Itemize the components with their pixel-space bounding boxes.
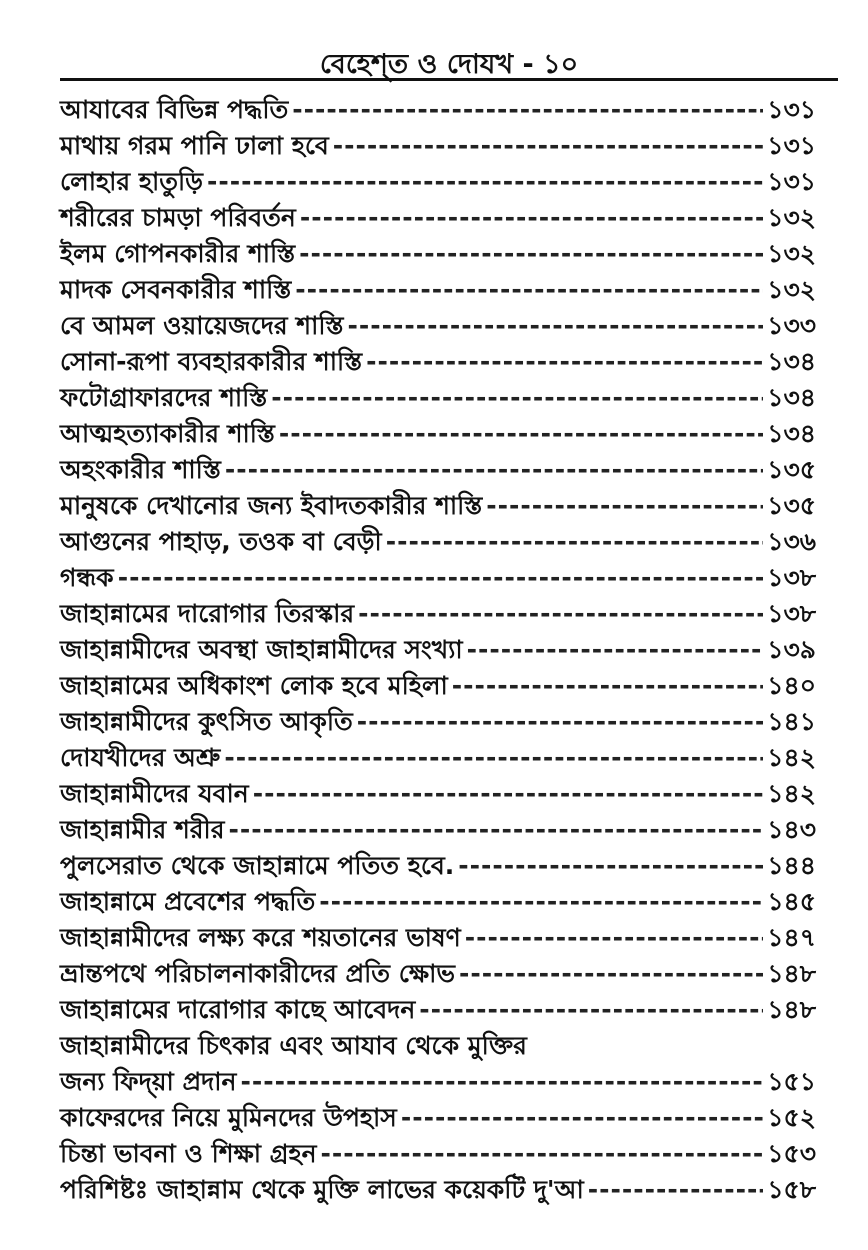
toc-entry bbox=[60, 128, 816, 164]
toc-entry-title: জাহান্নামীদের কুৎসিত আকৃতি bbox=[60, 707, 353, 736]
toc-entry-page: ১৩৪ bbox=[767, 383, 816, 412]
toc-entry bbox=[60, 524, 816, 560]
toc-entry-title: পুলসেরাত থেকে জাহান্নামে পতিত হবে. bbox=[60, 851, 455, 880]
toc-entry-title: জাহান্নামীদের অবস্থা জাহান্নামীদের সংখ্যা bbox=[60, 635, 463, 664]
toc-entry-page: ১৪২ bbox=[767, 779, 816, 808]
toc-entry-title: ইলম গোপনকারীর শাস্তি bbox=[60, 239, 296, 268]
toc-entry-page: ১৫২ bbox=[767, 1103, 816, 1132]
toc-leader bbox=[386, 524, 764, 560]
toc-entry-page: ১৩৩ bbox=[767, 311, 816, 340]
toc-leader bbox=[299, 236, 763, 272]
toc-entry-page: ১৪৪ bbox=[767, 851, 816, 880]
toc-entry bbox=[60, 1064, 816, 1100]
toc-entry-title: চিন্তা ভাবনা ও শিক্ষা গ্রহন bbox=[60, 1139, 317, 1168]
toc-entry-title: আগুনের পাহাড়, তওক বা বেড়ী bbox=[60, 527, 382, 556]
toc-entry-title: পরিশিষ্টঃ জাহান্নাম থেকে মুক্তি লাভের কয়েকটি দু'আ bbox=[60, 1175, 584, 1204]
toc-entry-title: জন্য ফিদ্‌য়া প্রদান bbox=[60, 1067, 237, 1096]
toc-entry bbox=[60, 272, 816, 308]
toc-entry-page: ১৪৩ bbox=[767, 815, 816, 844]
toc-entry-page: ১৩৮ bbox=[767, 599, 816, 628]
toc-entry-title: আত্মহত্যাকারীর শাস্তি bbox=[60, 419, 275, 448]
toc-entry-page: ১৩১ bbox=[767, 95, 816, 124]
toc-entry bbox=[60, 488, 816, 524]
toc-entry bbox=[60, 452, 816, 488]
toc-leader bbox=[207, 164, 763, 200]
toc-entry bbox=[60, 812, 816, 848]
toc-entry-title: শরীরের চামড়া পরিবর্তন bbox=[60, 203, 296, 232]
toc-entry-title: আযাবের বিভিন্ন পদ্ধতি bbox=[60, 95, 289, 124]
toc-entry-title: ভ্রান্তপথে পরিচালনাকারীদের প্রতি ক্ষোভ bbox=[60, 959, 455, 988]
toc-leader bbox=[228, 812, 763, 848]
toc-entry bbox=[60, 1100, 816, 1136]
toc-entry bbox=[60, 560, 816, 596]
toc-entry-title: বে আমল ওয়ায়েজদের শাস্তি bbox=[60, 311, 344, 340]
toc-leader bbox=[292, 92, 763, 128]
toc-entry bbox=[60, 236, 816, 272]
toc-leader bbox=[486, 488, 763, 524]
toc-leader bbox=[253, 776, 764, 812]
toc-entry bbox=[60, 704, 816, 740]
toc-entry-page: ১৫৩ bbox=[767, 1139, 816, 1168]
toc-leader bbox=[271, 380, 763, 416]
toc-entry bbox=[60, 920, 816, 956]
toc-entry bbox=[60, 956, 816, 992]
toc-entry-title: জাহান্নামের অধিকাংশ লোক হবে মহিলা bbox=[60, 671, 448, 700]
toc-entry-page: ১৪১ bbox=[767, 707, 816, 736]
toc-leader bbox=[467, 632, 764, 668]
toc-entry-page: ১৩৫ bbox=[767, 455, 816, 484]
toc-leader bbox=[459, 956, 763, 992]
toc-leader bbox=[118, 560, 764, 596]
toc-entry-page: ১৪৮ bbox=[767, 959, 816, 988]
toc-entry-title: জাহান্নামীদের যবান bbox=[60, 779, 249, 808]
toc-leader bbox=[588, 1172, 764, 1208]
toc-entry-page: ১৩৫ bbox=[767, 491, 816, 520]
toc-entry bbox=[60, 992, 816, 1028]
toc-leader bbox=[347, 308, 763, 344]
toc-entry-title: লোহার হাতুড়ি bbox=[60, 167, 204, 196]
toc-entry bbox=[60, 200, 816, 236]
toc-entry bbox=[60, 1136, 816, 1172]
toc-entry bbox=[60, 740, 816, 776]
toc-entry-page: ১৩১ bbox=[767, 167, 816, 196]
toc-leader bbox=[224, 740, 763, 776]
toc-entry-page: ১৩১ bbox=[767, 131, 816, 160]
toc-entry-title: মাদক সেবনকারীর শাস্তি bbox=[60, 275, 292, 304]
toc-entry-title: কাফেরদের নিয়ে মুমিনদের উপহাস bbox=[60, 1103, 397, 1132]
running-header: বেহেশ্‌ত ও দোযখ - ১০ bbox=[319, 49, 579, 80]
toc-entry-title: অহংকারীর শাস্তি bbox=[60, 455, 221, 484]
toc-entry-title: সোনা-রূপা ব্যবহারকারীর শাস্তি bbox=[60, 347, 363, 376]
toc-entry-page: ১৩৮ bbox=[767, 563, 816, 592]
toc-entry-page: ১৩৪ bbox=[767, 419, 816, 448]
toc-entry-title: জাহান্নামীদের চিৎকার এবং আযাব থেকে মুক্তির bbox=[60, 1031, 527, 1060]
toc-entry bbox=[60, 776, 816, 812]
toc-entry bbox=[60, 632, 816, 668]
toc-leader bbox=[357, 704, 764, 740]
toc-entry bbox=[60, 344, 816, 380]
toc-entry bbox=[60, 596, 816, 632]
toc-leader bbox=[465, 920, 764, 956]
toc-entry-page: ১৩২ bbox=[767, 203, 816, 232]
toc-entry-page: ১৩৬ bbox=[767, 527, 816, 556]
header-rule bbox=[60, 78, 838, 81]
toc-entry bbox=[60, 416, 816, 452]
toc-entry-title: জাহান্নামে প্রবেশের পদ্ধতি bbox=[60, 887, 316, 916]
toc-leader bbox=[319, 884, 763, 920]
toc-leader bbox=[458, 848, 763, 884]
toc-entry-title: দোযখীদের অশ্রু bbox=[60, 743, 221, 772]
toc-leader bbox=[452, 668, 764, 704]
toc-entry-title: জাহান্নামের দারোগার তিরস্কার bbox=[60, 599, 355, 628]
toc-entry bbox=[60, 308, 816, 344]
toc-entry-title: মাথায় গরম পানি ঢালা হবে bbox=[60, 131, 329, 160]
toc-entry-page: ১৪৮ bbox=[767, 995, 816, 1024]
toc-leader bbox=[295, 272, 763, 308]
toc-entry-title: মানুষকে দেখানোর জন্য ইবাদতকারীর শাস্তি bbox=[60, 491, 483, 520]
toc-entry-title: জাহান্নামীদের লক্ষ্য করে শয়তানের ভাষণ bbox=[60, 923, 461, 952]
toc-leader bbox=[333, 128, 764, 164]
toc-entry-page: ১৪২ bbox=[767, 743, 816, 772]
toc-entry-title: ফটোগ্রাফারদের শাস্তি bbox=[60, 383, 268, 412]
toc-leader bbox=[300, 200, 763, 236]
toc-entry-title: জাহান্নামের দারোগার কাছে আবেদন bbox=[60, 995, 416, 1024]
toc-leader bbox=[401, 1100, 763, 1136]
toc-leader bbox=[279, 416, 763, 452]
toc-entry-page: ১৩২ bbox=[767, 275, 816, 304]
toc-entry-title: গন্ধক bbox=[60, 563, 114, 592]
toc-entry bbox=[60, 1028, 816, 1064]
toc-entry bbox=[60, 380, 816, 416]
toc-entry-page: ১৪০ bbox=[767, 671, 816, 700]
toc-entry bbox=[60, 668, 816, 704]
toc-entry bbox=[60, 92, 816, 128]
toc-entry bbox=[60, 1172, 816, 1208]
toc-entry bbox=[60, 848, 816, 884]
toc-leader bbox=[358, 596, 763, 632]
toc-leader bbox=[225, 452, 763, 488]
toc-entry-page: ১৩২ bbox=[767, 239, 816, 268]
toc-entry-page: ১৫৮ bbox=[767, 1175, 816, 1204]
toc-entry-title: জাহান্নামীর শরীর bbox=[60, 815, 225, 844]
table-of-contents bbox=[60, 92, 816, 1208]
toc-leader bbox=[321, 1136, 764, 1172]
toc-leader bbox=[366, 344, 763, 380]
toc-entry-page: ১৫১ bbox=[767, 1067, 816, 1096]
toc-leader bbox=[240, 1064, 763, 1100]
toc-entry-page: ১৪৭ bbox=[767, 923, 816, 952]
toc-leader bbox=[419, 992, 763, 1028]
toc-entry-page: ১৩৯ bbox=[767, 635, 816, 664]
toc-entry bbox=[60, 884, 816, 920]
toc-entry bbox=[60, 164, 816, 200]
toc-entry-page: ১৩৪ bbox=[767, 347, 816, 376]
toc-entry-page: ১৪৫ bbox=[767, 887, 816, 916]
